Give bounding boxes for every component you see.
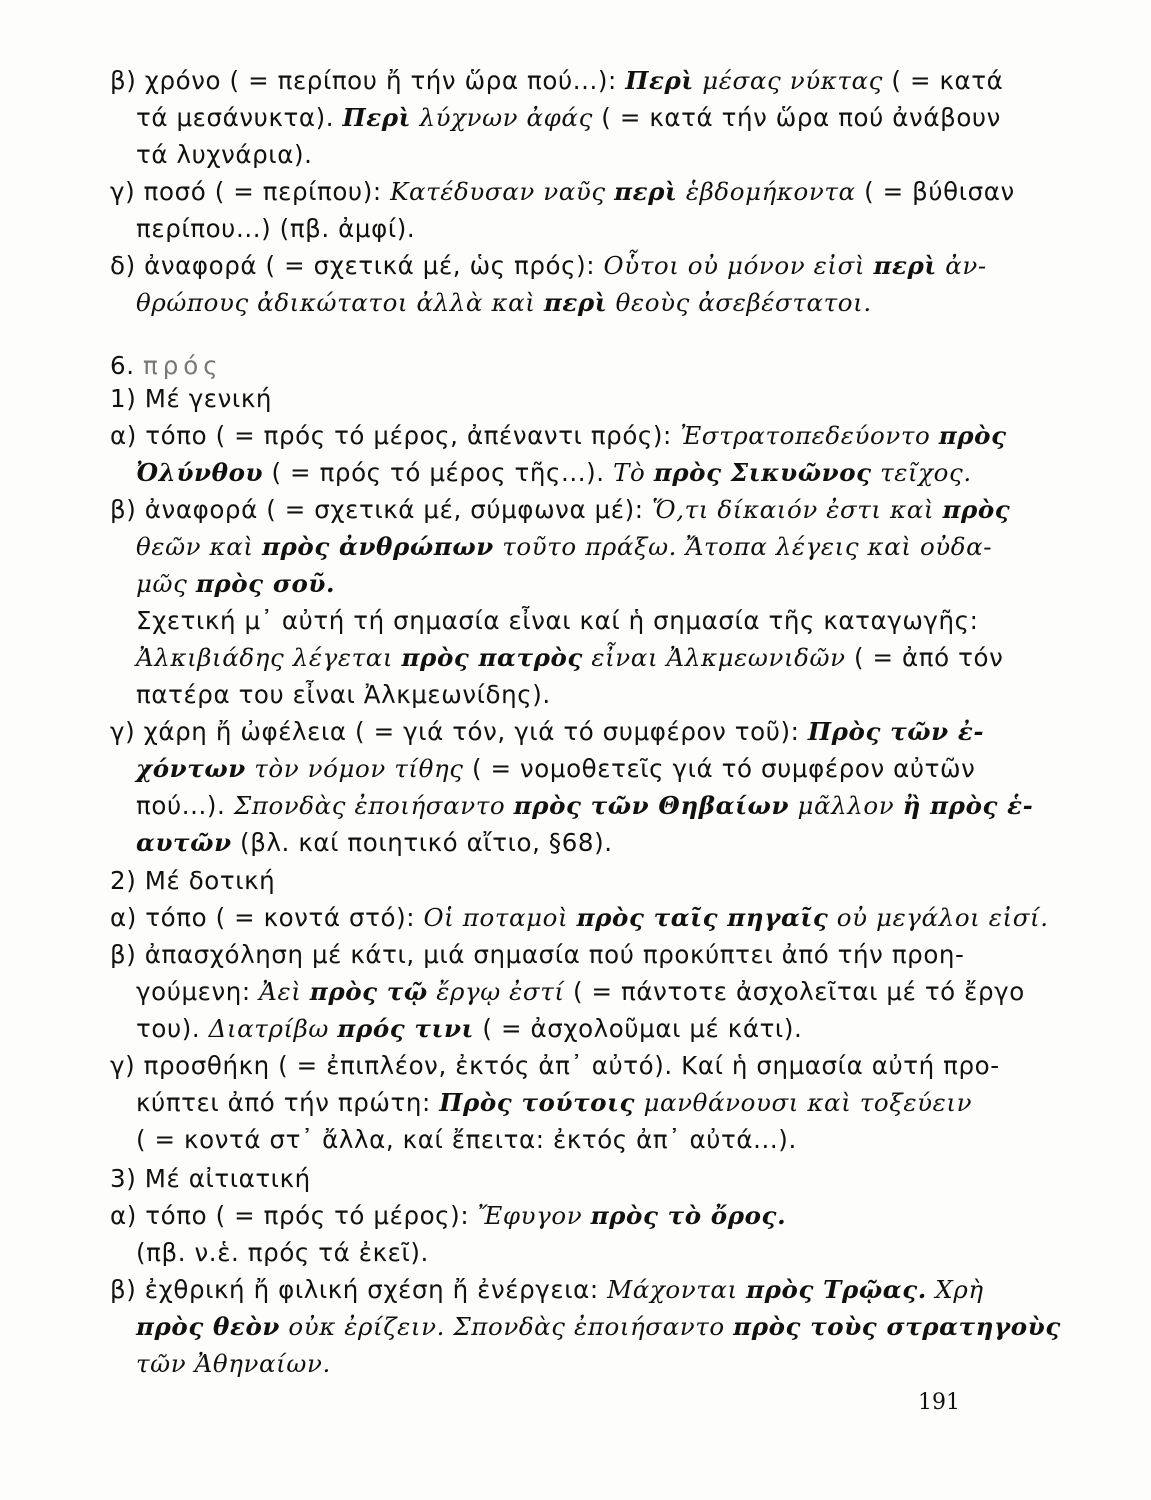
bold-italic-text: Ὀλύνθου: [136, 458, 264, 487]
text-line: [0, 975, 1151, 1009]
bold-italic-text: περὶ: [873, 251, 937, 280]
text-line: [0, 641, 1151, 675]
bold-italic-text: Περὶ: [342, 103, 412, 132]
text-line: [0, 1049, 1151, 1083]
text-line: [0, 752, 1151, 786]
bold-italic-text: πρὸς ταῖς πηγαῖς: [576, 903, 829, 932]
bold-italic-text: πρὸς: [942, 495, 1011, 524]
text-span: (βλ. καί ποιητικό αἴτιο, §68).: [231, 828, 613, 857]
text-line: [0, 212, 1151, 246]
text-line: [0, 456, 1151, 490]
text-span: 1) Μέ γενική: [110, 384, 272, 413]
text-span: α) τόπο ( = κοντά στό):: [110, 903, 424, 932]
text-span: πού...).: [136, 791, 234, 820]
bold-italic-text: πρὸς πατρὸς: [401, 643, 583, 672]
text-line: [0, 567, 1151, 601]
bold-italic-text: αυτῶν: [136, 828, 232, 857]
text-span: ( = ἀπό τόν: [845, 643, 1004, 672]
italic-text: οὐ μεγάλοι εἰσί.: [828, 903, 1049, 932]
italic-text: Ἀεὶ: [259, 977, 310, 1006]
text-line: [0, 1086, 1151, 1120]
text-span: γούμενη:: [136, 977, 260, 1006]
text-line: [0, 530, 1151, 564]
text-line: [0, 1347, 1151, 1381]
section-heading: πρός: [142, 351, 223, 380]
text-span: γ) προσθήκη ( = ἐπιπλέον, ἐκτός ἀπ᾿ αὐτό). Καί ἡ σημασία αὐτή προ-: [110, 1051, 1000, 1080]
text-span: πατέρα του εἶναι Ἀλκμεωνίδης).: [136, 680, 551, 709]
text-line: [0, 249, 1151, 283]
text-line: [0, 864, 1151, 898]
text-span: ( = νομοθετεῖς γιά τό συμφέρον αὐτῶν: [463, 754, 976, 783]
text-line: [0, 901, 1151, 935]
italic-text: Οἱ ποταμοὶ: [423, 903, 577, 932]
bold-italic-text: πρὸς σοῦ.: [195, 569, 336, 598]
text-span: Σχετική μ᾿ αὐτή τή σημασία εἶναι καί ἡ σημασία τῆς καταγωγῆς:: [136, 606, 979, 635]
italic-text: τῶν Ἀθηναίων.: [136, 1349, 331, 1378]
text-span: ( = βύθισαν: [855, 177, 1015, 206]
italic-text: θεοὺς ἀσεβέστατοι.: [607, 288, 872, 317]
italic-text: Κατέδυσαν ναῦς: [390, 177, 615, 206]
text-span: γ) ποσό ( = περίπου):: [110, 177, 391, 206]
bold-italic-text: ἢ πρὸς ἑ-: [902, 791, 1034, 820]
text-span: ( = πάντοτε ἀσχολεῖται μέ τό ἔργο: [564, 977, 1025, 1006]
text-span: του).: [136, 1014, 209, 1043]
text-span: β) ἀπασχόληση μέ κάτι, μιά σημασία πού προκύπτει ἀπό τήν προη-: [110, 940, 965, 969]
text-line: [0, 382, 1151, 416]
text-line: [0, 1273, 1151, 1307]
bold-italic-text: Πρὸς τούτοις: [439, 1088, 636, 1117]
text-span: 3) Μέ αἰτιατική: [110, 1164, 311, 1193]
bold-italic-text: ἀνθρώπων: [329, 532, 494, 561]
text-line: [0, 64, 1151, 98]
italic-text: οὐκ ἐρίζειν. Σπονδὰς ἐποιήσαντο: [280, 1312, 734, 1341]
bold-italic-text: Σικυῶνος: [721, 458, 872, 487]
bold-italic-text: πρὸς θεὸν: [136, 1312, 280, 1341]
italic-text: Οὗτοι οὐ μόνον εἰσὶ: [603, 251, 874, 280]
text-span: ( = πρός τό μέρος τῆς...).: [263, 458, 614, 487]
italic-text: εἶναι Ἀλκμεωνιδῶν: [582, 643, 846, 672]
text-span: ( = κατά τήν ὥρα πού ἀνάβουν: [592, 103, 1001, 132]
bold-italic-text: πρὸς: [261, 532, 330, 561]
text-span: τά μεσάνυκτα).: [136, 103, 343, 132]
text-span: β) ἐχθρική ἤ φιλική σχέση ἤ ἐνέργεια:: [110, 1275, 608, 1304]
text-line: [0, 1199, 1151, 1233]
italic-text: Μάχονται: [607, 1275, 747, 1304]
italic-text: μανθάνουσι καὶ τοξεύειν: [635, 1088, 973, 1117]
text-line: [0, 604, 1151, 638]
text-span: α) τόπο ( = πρός τό μέρος, ἀπέναντι πρός):: [110, 421, 681, 450]
italic-text: μῶς: [136, 569, 196, 598]
bold-italic-text: περὶ: [543, 288, 608, 317]
text-span: ( = κατά: [883, 66, 1004, 95]
italic-text: Ἀλκιβιάδης λέγεται: [136, 643, 402, 672]
italic-text: μᾶλλον: [789, 791, 903, 820]
text-line: [0, 175, 1151, 209]
italic-text: μέσας νύκτας: [693, 66, 884, 95]
text-span: τά λυχνάρια).: [136, 140, 313, 169]
italic-text: θρώπους ἀδικώτατοι ἀλλὰ καὶ: [136, 288, 544, 317]
text-span: γ) χάρη ἤ ὠφέλεια ( = γιά τόν, γιά τό συμφέρον τοῦ):: [110, 717, 808, 746]
bold-italic-text: Πρὸς τῶν ἐ-: [807, 717, 985, 746]
italic-text: τὸν νόμον τίθης: [245, 754, 464, 783]
text-line: [0, 419, 1151, 453]
text-span: δ) ἀναφορά ( = σχετικά μέ, ὡς πρός):: [110, 251, 604, 280]
bold-italic-text: πρὸς: [653, 458, 722, 487]
bold-italic-text: πρὸς τῷ: [309, 977, 428, 1006]
text-span: β) ἀναφορά ( = σχετικά μέ, σύμφωνα μέ):: [110, 495, 653, 524]
text-line: [0, 1123, 1151, 1157]
bold-italic-text: πρὸς τῶν Θηβαίων: [513, 791, 790, 820]
text-line: [0, 789, 1151, 823]
text-span: (πβ. ν.ἑ. πρός τά ἐκεῖ).: [136, 1238, 429, 1267]
bold-italic-text: πρὸς τοὺς στρατηγοὺς: [733, 1312, 1061, 1341]
text-line: [0, 1012, 1151, 1046]
text-span: α) τόπο ( = πρός τό μέρος):: [110, 1201, 478, 1230]
italic-text: ἑβδομήκοντα: [677, 177, 856, 206]
text-line: [0, 1162, 1151, 1196]
bold-italic-text: πρὸς τὸ ὄρος.: [590, 1201, 787, 1230]
italic-text: Διατρίβω: [208, 1014, 338, 1043]
italic-text: θεῶν καὶ: [136, 532, 262, 561]
italic-text: ἀν-: [936, 251, 987, 280]
text-span: 6.: [110, 351, 143, 380]
text-line: [0, 286, 1151, 320]
text-span: β) χρόνο ( = περίπου ἤ τήν ὥρα πού...):: [110, 66, 626, 95]
italic-text: λύχνων ἀφάς: [411, 103, 593, 132]
italic-text: Ὅ,τι δίκαιόν ἐστι καὶ: [652, 495, 943, 524]
bold-italic-text: πρὸς: [938, 421, 1007, 450]
italic-text: τοῦτο πράξω. Ἄτοπα λέγεις καὶ οὐδα-: [493, 532, 993, 561]
italic-text: Τὸ: [613, 458, 654, 487]
text-line: [0, 101, 1151, 135]
text-span: 2) Μέ δοτική: [110, 866, 276, 895]
bold-italic-text: χόντων: [136, 754, 246, 783]
bold-italic-text: πρὸς Τρῷας.: [746, 1275, 927, 1304]
text-span: ( = κοντά στ᾿ ἄλλα, καί ἔπειτα: ἐκτός ἀπ᾿ αὐτά...).: [136, 1125, 797, 1154]
text-line: [0, 349, 1151, 383]
text-span: ( = ἀσχολοῦμαι μέ κάτι).: [474, 1014, 803, 1043]
text-span: περίπου...) (πβ. ἀμφί).: [136, 214, 416, 243]
text-line: [0, 1310, 1151, 1344]
bold-italic-text: περὶ: [614, 177, 678, 206]
text-span: κύπτει ἀπό τήν πρώτη:: [136, 1088, 440, 1117]
italic-text: Σπονδὰς ἐποιήσαντο: [233, 791, 514, 820]
italic-text: Ἐστρατοπεδεύοντο: [680, 421, 939, 450]
text-line: [0, 715, 1151, 749]
bold-italic-text: Περὶ: [625, 66, 694, 95]
text-line: [0, 493, 1151, 527]
italic-text: τεῖχος.: [871, 458, 972, 487]
text-line: [0, 826, 1151, 860]
italic-text: Χρὴ: [926, 1275, 984, 1304]
text-line: [0, 678, 1151, 712]
page-number: 191: [918, 1390, 960, 1415]
text-line: [0, 1236, 1151, 1270]
bold-italic-text: πρός τινι: [337, 1014, 475, 1043]
text-line: [0, 138, 1151, 172]
text-line: [0, 938, 1151, 972]
italic-text: ἔργῳ ἐστί: [427, 977, 565, 1006]
italic-text: Ἔφυγον: [477, 1201, 591, 1230]
